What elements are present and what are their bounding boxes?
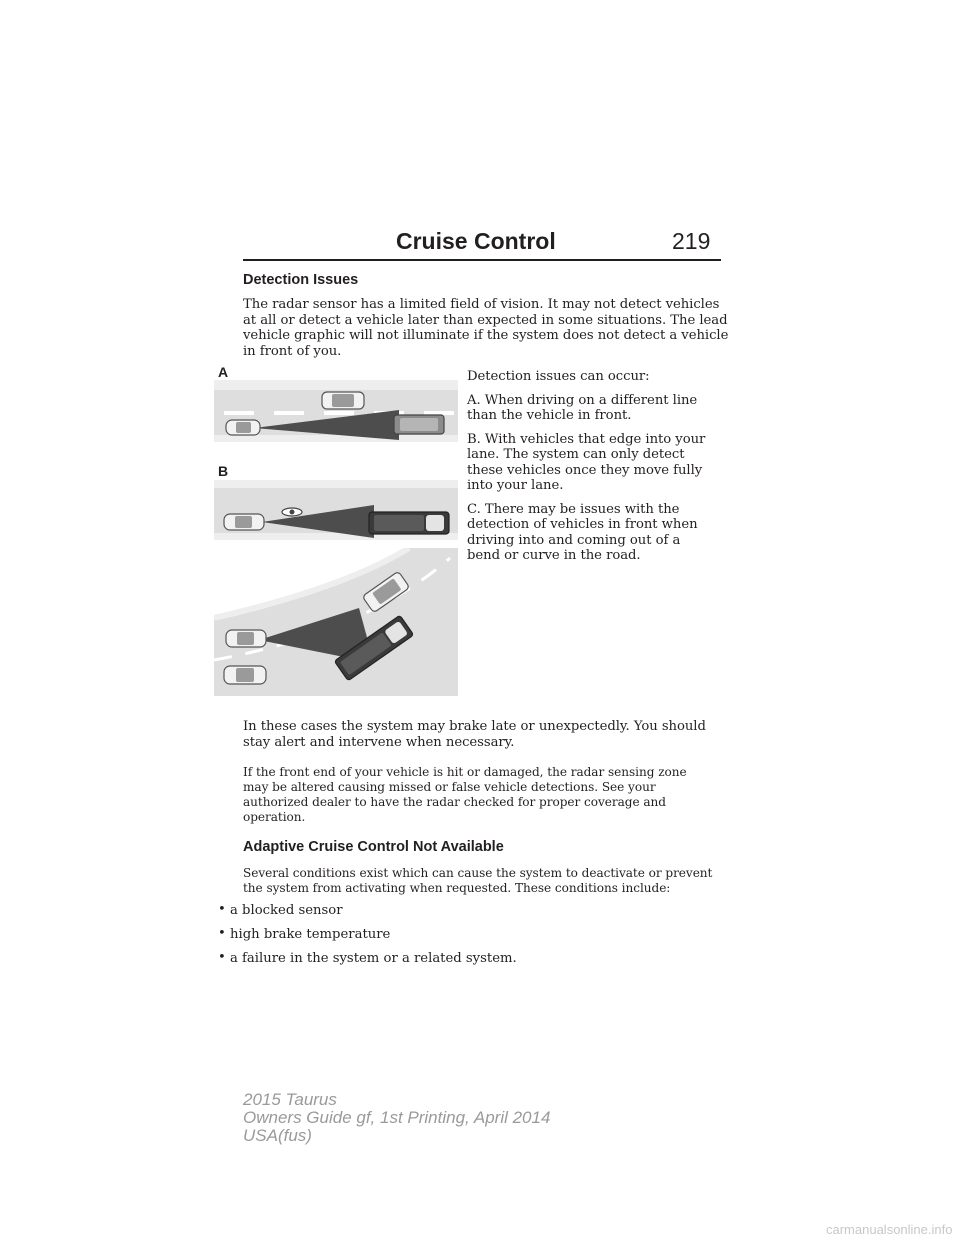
detection-intro-paragraph <box>243 297 728 359</box>
paragraph-line: authorized dealer to have the radar checked for proper coverage and <box>243 795 666 809</box>
brake-warning-paragraph <box>243 719 706 750</box>
case-c-line: C. There may be issues with the <box>467 501 680 517</box>
section-heading-detection-issues: Detection Issues <box>243 272 359 288</box>
motorcycle-b <box>282 508 302 516</box>
own-car-b <box>224 514 264 530</box>
figure-label-b: B <box>218 463 229 479</box>
footer-market-code: (fus) <box>277 1126 312 1145</box>
adjacent-car-c <box>224 666 266 684</box>
paragraph-line: If the front end of your vehicle is hit or damaged, the radar sensing zone <box>243 765 687 779</box>
radar-damage-note <box>243 765 687 825</box>
footer-market-line <box>243 1127 312 1145</box>
paragraph-line: vehicle graphic will not illuminate if the system does not detect a vehicle <box>243 328 729 343</box>
case-c-line: detection of vehicles in front when <box>467 517 698 532</box>
footer-market: USA <box>243 1126 278 1145</box>
paragraph-line: operation. <box>243 810 306 824</box>
paragraph-line: may be altered causing missed or false vehicle detections. See your <box>243 780 656 794</box>
detection-cases-list <box>467 369 705 564</box>
footer-edition-line: Owners Guide gf, 1st Printing, April 2014 <box>243 1108 551 1127</box>
acc-conditions-intro <box>243 866 712 896</box>
paragraph-line: stay alert and intervene when necessary. <box>243 734 515 750</box>
list-item-text: high brake temperature <box>230 927 391 942</box>
scenario-c-illustration <box>214 548 458 696</box>
header-divider <box>243 259 721 261</box>
case-c-line: bend or curve in the road. <box>467 548 641 563</box>
footer-model-line: 2015 Taurus <box>243 1090 337 1109</box>
truck-b <box>369 512 449 534</box>
paragraph-line: in front of you. <box>243 343 342 359</box>
list-item-text: a failure in the system or a related system. <box>230 951 517 966</box>
paragraph-line: at all or detect a vehicle later than expected in some situations. The lead <box>243 312 728 328</box>
page-number: 219 <box>672 228 711 254</box>
paragraph-line: the system from activating when requested. These conditions include: <box>243 881 671 895</box>
case-b-line: B. With vehicles that edge into your <box>467 431 706 447</box>
detection-lead-text: Detection issues can occur: <box>467 369 650 384</box>
section-heading-acc-not-available: Adaptive Cruise Control Not Available <box>243 839 504 855</box>
paragraph-line: In these cases the system may brake late or unexpectedly. You should <box>243 719 706 734</box>
own-car-c <box>226 630 266 647</box>
bullet-icon: • <box>218 902 226 917</box>
case-a-line: A. When driving on a different line <box>467 392 698 408</box>
bullet-icon: • <box>218 926 226 941</box>
case-b-line: these vehicles once they move fully <box>467 462 703 478</box>
paragraph-line: Several conditions exist which can cause the system to deactivate or prevent <box>243 866 713 880</box>
paragraph-line: The radar sensor has a limited field of vision. It may not detect vehicles <box>243 297 720 312</box>
truck-a <box>394 415 444 434</box>
case-c-line: driving into and coming out of a <box>467 532 681 548</box>
case-b-line: lane. The system can only detect <box>467 447 685 462</box>
case-b-line: into your lane. <box>467 478 564 493</box>
lead-car-a <box>322 392 364 409</box>
list-item-text: a blocked sensor <box>230 903 343 918</box>
own-car-a <box>226 420 260 435</box>
case-a-line: than the vehicle in front. <box>467 408 632 423</box>
figure-label-a: A <box>218 364 229 380</box>
scenario-a-illustration <box>214 380 458 442</box>
scenario-b-illustration <box>214 480 458 540</box>
watermark-link[interactable]: carmanualsonline.info <box>826 1222 953 1237</box>
bullet-icon: • <box>218 950 226 965</box>
page-title: Cruise Control <box>396 228 556 254</box>
